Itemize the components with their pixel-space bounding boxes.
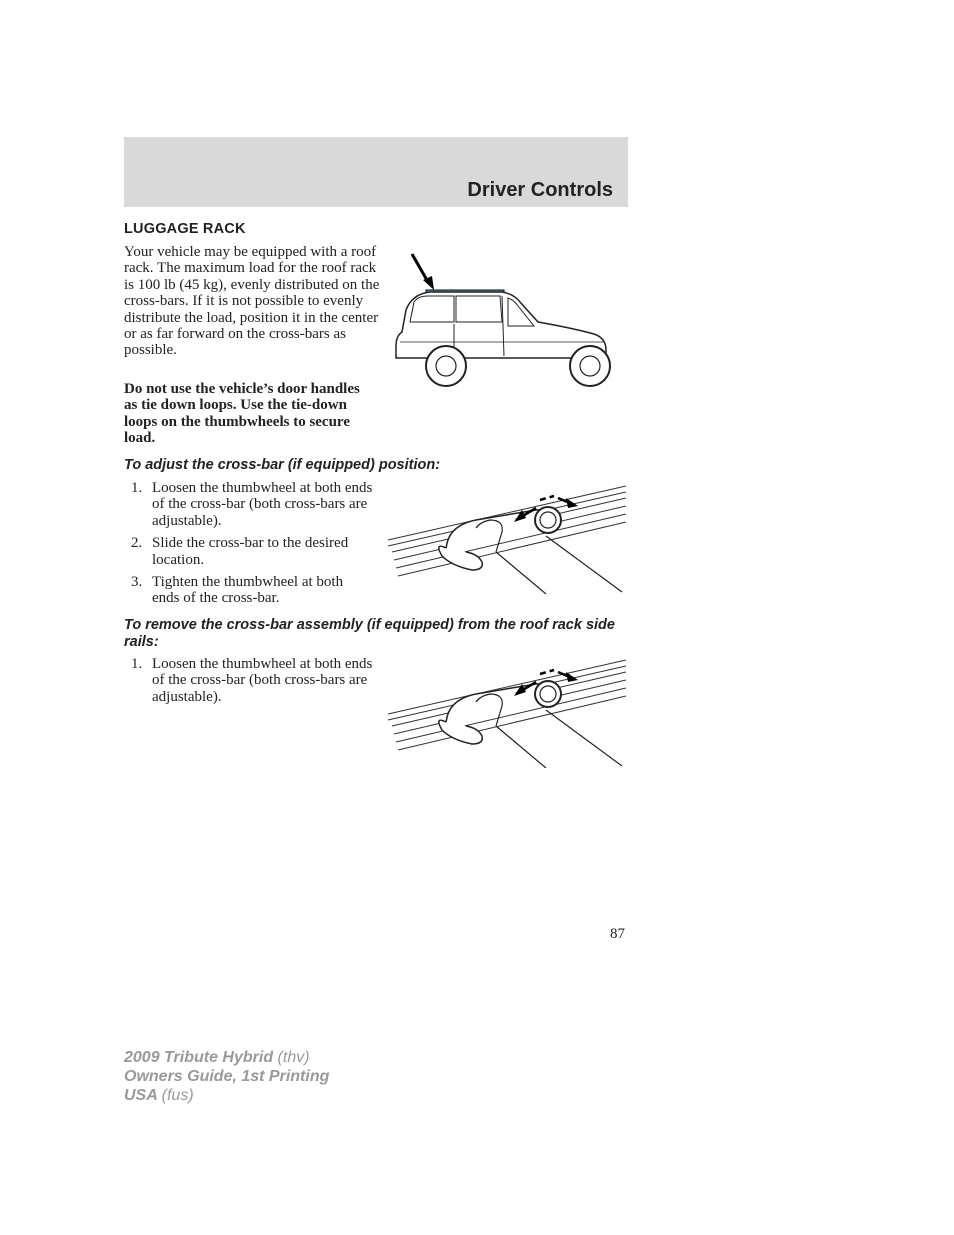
footer-line-1: [124, 1048, 329, 1067]
section-title: LUGGAGE RACK: [124, 221, 246, 237]
intro-paragraph: Your vehicle may be equipped with a roof rack. The maximum load for the roof rack is 100 lb (45 kg), evenly distributed on the cross-bars. If it is not possible to evenly distribute the load, position it in the center or as far forward on the cross-bars as possible.: [124, 244, 380, 359]
footer-line-2: [124, 1067, 329, 1086]
page-number: 87: [610, 926, 625, 942]
step-number: 2.: [131, 535, 143, 552]
step-text: Loosen the thumbwheel at both ends of the cross-bar (both cross-bars are adjustable).: [152, 480, 373, 529]
footer-imprint: [124, 1048, 329, 1105]
crossbar-thumbwheel-illustration: [386, 656, 628, 768]
remove-heading: To remove the cross-bar assembly (if equipped) from the roof rack side rails:: [124, 617, 615, 650]
page-title: Driver Controls: [467, 179, 613, 201]
suv-roof-rack-illustration: [392, 250, 632, 390]
footer-line-3: [124, 1086, 329, 1105]
adjust-steps-list: [124, 480, 374, 613]
step-text: Loosen the thumbwheel at both ends of the cross-bar (both cross-bars are adjustable).: [152, 656, 373, 705]
step-number: 1.: [131, 656, 143, 672]
footer-market-code: (fus): [161, 1087, 194, 1104]
footer-market: USA: [124, 1087, 158, 1104]
footer-printing: Owners Guide, 1st Printing: [124, 1068, 330, 1085]
step-number: 3.: [131, 574, 143, 591]
step-number: 1.: [131, 480, 143, 496]
list-item: [124, 656, 374, 705]
footer-model: 2009 Tribute Hybrid: [124, 1049, 274, 1066]
adjust-heading: To adjust the cross-bar (if equipped) position:: [124, 457, 441, 473]
remove-steps-list: [124, 656, 374, 711]
header-band: [124, 137, 628, 207]
step-text: Tighten the thumbwheel at both ends of the cross-bar.: [152, 574, 344, 607]
list-item: [124, 535, 374, 568]
list-item: [124, 480, 374, 529]
crossbar-thumbwheel-illustration: [386, 482, 628, 594]
list-item: [124, 574, 374, 607]
footer-model-code: (thv): [277, 1049, 310, 1066]
step-text: Slide the cross-bar to the desired location.: [152, 535, 349, 568]
warning-paragraph: Do not use the vehicle’s door handles as tie down loops. Use the tie-down loops on the thumbwheels to secure load.: [124, 381, 360, 447]
